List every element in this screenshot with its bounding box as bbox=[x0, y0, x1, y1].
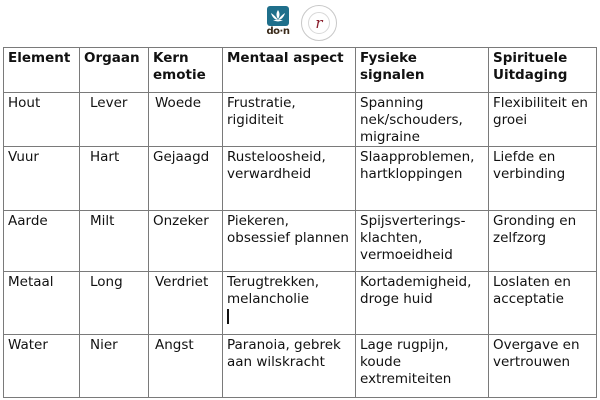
cell-fysiek: Spijsverterings-klachten, vermoeidheid bbox=[356, 211, 489, 272]
cell-fysiek: Slaapproblemen, hartkloppingen bbox=[356, 147, 489, 211]
table-row bbox=[4, 211, 597, 272]
cell-fysiek: Kortademigheid, droge huid bbox=[356, 272, 489, 335]
table-row bbox=[4, 147, 597, 211]
cell-orgaan: Long bbox=[80, 272, 149, 335]
cell-element: Metaal bbox=[4, 272, 80, 335]
text-cursor bbox=[227, 309, 229, 324]
cell-emotie: Onzeker bbox=[149, 211, 223, 272]
cell-spiritueel: Liefde en verbinding bbox=[489, 147, 597, 211]
header-fysieke-signalen: Fysieke signalen bbox=[356, 48, 489, 93]
cell-mentaal[interactable] bbox=[223, 272, 356, 335]
cell-spiritueel: Gronding en zelfzorg bbox=[489, 211, 597, 272]
dohn-logo bbox=[265, 6, 291, 40]
cell-orgaan: Milt bbox=[80, 211, 149, 272]
table-header-row bbox=[4, 48, 597, 93]
cell-mentaal: Frustratie, rigiditeit bbox=[223, 93, 356, 147]
cell-orgaan: Nier bbox=[80, 335, 149, 398]
cell-mentaal: Rusteloosheid, verwardheid bbox=[223, 147, 356, 211]
crkbo-seal bbox=[301, 5, 337, 41]
cell-spiritueel: Flexibiliteit en groei bbox=[489, 93, 597, 147]
cell-emotie: Verdriet bbox=[149, 272, 223, 335]
five-elements-table bbox=[3, 47, 597, 398]
cell-emotie: Gejaagd bbox=[149, 147, 223, 211]
header-kern-emotie: Kern emotie bbox=[149, 48, 223, 93]
cell-orgaan: Hart bbox=[80, 147, 149, 211]
cell-emotie: Angst bbox=[149, 335, 223, 398]
header-logos bbox=[265, 4, 337, 42]
cell-fysiek: Spanning nek/schouders, migraine bbox=[356, 93, 489, 147]
table-row bbox=[4, 93, 597, 147]
table-row bbox=[4, 335, 597, 398]
header-spirituele-uitdaging: Spirituele Uitdaging bbox=[489, 48, 597, 93]
cell-fysiek: Lage rugpijn, koude extremiteiten bbox=[356, 335, 489, 398]
cell-element: Water bbox=[4, 335, 80, 398]
header-element: Element bbox=[4, 48, 80, 93]
crkbo-seal-letter: r bbox=[308, 12, 330, 34]
cell-mentaal: Piekeren, obsessief plannen bbox=[223, 211, 356, 272]
cell-element: Vuur bbox=[4, 147, 80, 211]
lotus-icon bbox=[267, 6, 289, 26]
cell-orgaan: Lever bbox=[80, 93, 149, 147]
cell-mentaal-text: Terugtrekken, melancholie bbox=[227, 274, 320, 307]
dohn-logo-text: do·n bbox=[266, 26, 290, 37]
cell-mentaal: Paranoia, gebrek aan wilskracht bbox=[223, 335, 356, 398]
cell-spiritueel: Overgave en vertrouwen bbox=[489, 335, 597, 398]
cell-element: Aarde bbox=[4, 211, 80, 272]
table-row bbox=[4, 272, 597, 335]
header-mentaal-aspect: Mentaal aspect bbox=[223, 48, 356, 93]
cell-element: Hout bbox=[4, 93, 80, 147]
cell-spiritueel: Loslaten en acceptatie bbox=[489, 272, 597, 335]
header-orgaan: Orgaan bbox=[80, 48, 149, 93]
cell-emotie: Woede bbox=[149, 93, 223, 147]
